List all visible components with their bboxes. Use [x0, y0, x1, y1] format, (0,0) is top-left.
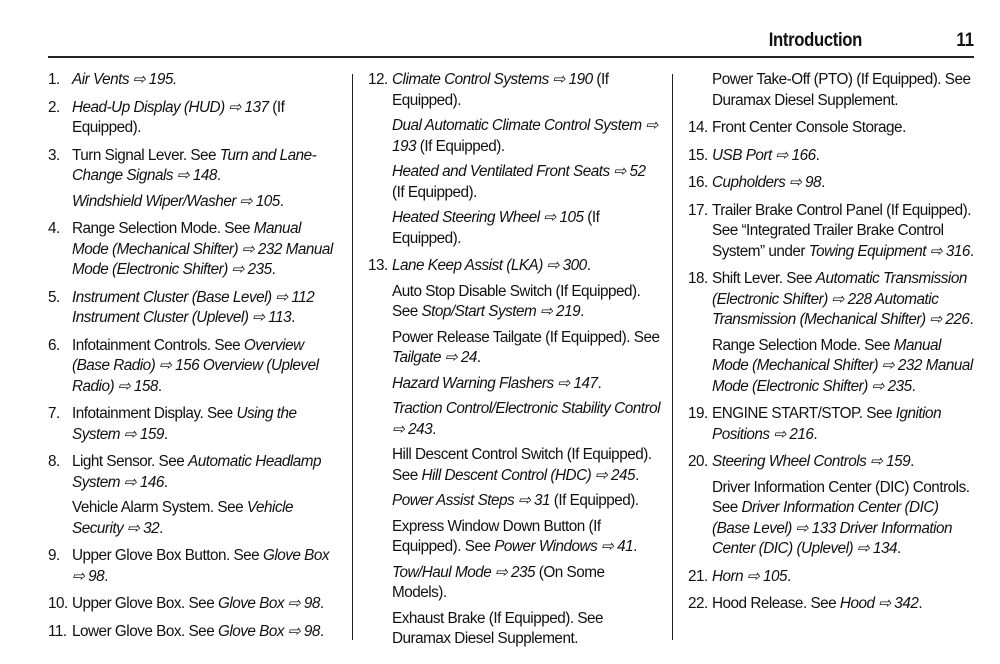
- item-text: Trailer Brake Control Panel (If Equipped). See “Integrated Trailer Brake Control System” under: [712, 201, 972, 260]
- item-number: 7.: [48, 405, 60, 422]
- item-text: Power Take-Off (PTO) (If Equipped). See Duramax Diesel Supplement.: [712, 71, 971, 109]
- item-number: 17.: [688, 201, 708, 219]
- item-link[interactable]: Hazard Warning Flashers ⇨ 147: [392, 374, 598, 392]
- sub-item: [688, 336, 978, 398]
- item-text: .: [580, 303, 584, 320]
- item-link[interactable]: Horn ⇨ 105: [712, 567, 787, 585]
- item-number: 5.: [48, 288, 60, 306]
- item-link[interactable]: Heated Steering Wheel ⇨ 105: [392, 209, 584, 226]
- item-text: Express Window Down Button (If Equipped). See: [392, 517, 601, 555]
- item-link[interactable]: Power Windows ⇨ 41: [494, 538, 634, 555]
- item-number: 19.: [688, 405, 708, 422]
- sub-item: [48, 498, 340, 539]
- item-text: .: [787, 567, 791, 585]
- list-item: [688, 269, 978, 331]
- list-item: [48, 98, 340, 139]
- sub-item: [368, 445, 660, 486]
- section-title: Introduction: [768, 30, 862, 51]
- item-link[interactable]: Manual Mode (Mechanical Shifter) ⇨ 232 Manual Mode (Electronic Shifter) ⇨ 235: [72, 220, 333, 278]
- list-item: [688, 452, 978, 473]
- list-item: [48, 336, 340, 398]
- item-text: .: [897, 540, 901, 557]
- item-link[interactable]: Towing Equipment ⇨ 316: [808, 242, 970, 260]
- item-text: .: [279, 192, 284, 210]
- item-link[interactable]: Power Assist Steps ⇨ 31: [392, 492, 551, 509]
- item-text: (If Equipped).: [416, 137, 505, 155]
- item-text: .: [291, 309, 295, 326]
- list-item: [688, 173, 978, 194]
- item-text: .: [918, 595, 923, 612]
- item-number: 15.: [688, 146, 708, 164]
- item-number: 16.: [688, 174, 708, 191]
- item-number: 11.: [48, 622, 67, 640]
- item-text: .: [163, 425, 168, 443]
- item-text: .: [597, 374, 602, 392]
- list-item: [48, 546, 340, 587]
- item-text: .: [319, 595, 324, 612]
- item-text: .: [813, 425, 818, 443]
- column-3: [688, 70, 978, 622]
- sub-item: [688, 478, 978, 560]
- item-link[interactable]: Ignition Positions ⇨ 216: [712, 405, 942, 443]
- item-number: 10.: [48, 595, 68, 612]
- sub-item: [368, 491, 660, 512]
- item-link[interactable]: Lane Keep Assist (LKA) ⇨ 300: [392, 257, 587, 274]
- item-number: 3.: [48, 146, 60, 164]
- item-number: 12.: [368, 71, 388, 88]
- item-link[interactable]: Overview (Base Radio) ⇨ 156 Overview (Uplevel Radio) ⇨ 158: [72, 336, 319, 395]
- item-number: 6.: [48, 336, 60, 354]
- sub-item: [368, 563, 660, 604]
- list-item: [688, 201, 978, 263]
- page-header: [0, 28, 974, 56]
- sub-item: [368, 116, 660, 157]
- item-text: (If Equipped).: [392, 209, 600, 247]
- item-link[interactable]: Turn and Lane-Change Signals ⇨ 148: [72, 146, 317, 184]
- sub-item: [368, 374, 660, 395]
- item-link[interactable]: Instrument Cluster (Base Level) ⇨ 112 Instrument Cluster (Uplevel) ⇨ 113: [72, 288, 315, 326]
- list-item: [688, 146, 978, 167]
- item-text: Upper Glove Box. See: [72, 595, 218, 612]
- item-text: .: [157, 377, 162, 395]
- list-item: [48, 622, 340, 643]
- list-item: [688, 594, 978, 615]
- item-text: Hill Descent Control Switch (If Equipped). See: [392, 446, 652, 484]
- item-text: Light Sensor. See: [72, 453, 189, 470]
- list-item: [48, 452, 340, 493]
- list-item: [688, 118, 978, 139]
- item-text: .: [635, 466, 639, 484]
- item-text: (If Equipped).: [392, 183, 477, 201]
- item-link[interactable]: USB Port ⇨ 166: [712, 146, 816, 164]
- item-link[interactable]: Windshield Wiper/Washer ⇨ 105: [72, 192, 280, 210]
- item-link[interactable]: Steering Wheel Controls ⇨ 159: [712, 453, 911, 470]
- item-text: .: [969, 311, 974, 328]
- item-link[interactable]: Vehicle Security ⇨ 32: [72, 499, 294, 537]
- item-link[interactable]: Air Vents ⇨ 195.: [72, 71, 177, 88]
- item-text: ENGINE START/STOP. See: [712, 405, 896, 422]
- list-item: [48, 404, 340, 445]
- item-text: (If Equipped).: [72, 98, 285, 136]
- item-number: 21.: [688, 567, 708, 585]
- item-text: .: [319, 622, 324, 640]
- item-link[interactable]: Head-Up Display (HUD) ⇨ 137: [72, 98, 269, 116]
- item-text: .: [159, 519, 163, 537]
- sub-item: [368, 609, 660, 650]
- item-text: .: [216, 167, 221, 184]
- sub-item: [368, 328, 660, 369]
- item-link[interactable]: Dual Automatic Climate Control System ⇨ 193: [392, 117, 658, 155]
- column-divider: [672, 74, 673, 640]
- item-link[interactable]: Glove Box ⇨ 98: [217, 595, 320, 612]
- item-link[interactable]: Automatic Headlamp System ⇨ 146: [72, 453, 322, 491]
- item-text: .: [432, 420, 436, 438]
- item-text: Infotainment Controls. See: [72, 336, 244, 354]
- list-item: [48, 288, 340, 329]
- item-number: 22.: [688, 595, 708, 612]
- header-rule: [48, 56, 974, 58]
- item-link[interactable]: Driver Information Center (DIC) (Base Level) ⇨ 133 Driver Information Center (DIC) (Uplevel) ⇨ 134: [712, 499, 953, 557]
- item-text: .: [969, 242, 974, 260]
- item-text: .: [815, 146, 820, 164]
- item-text: .: [633, 538, 637, 555]
- item-number: 13.: [368, 257, 388, 274]
- sub-item: [48, 192, 340, 213]
- item-text: .: [911, 377, 916, 395]
- list-item: [48, 219, 340, 281]
- list-item: [688, 567, 978, 588]
- item-text: (If Equipped).: [550, 492, 639, 509]
- list-item: [688, 404, 978, 445]
- item-link[interactable]: Tailgate ⇨ 24: [392, 349, 477, 366]
- list-item: [48, 146, 340, 187]
- item-text: Hood Release. See: [712, 595, 840, 612]
- item-number: 4.: [48, 220, 60, 237]
- sub-item: [368, 517, 660, 558]
- list-item: [368, 256, 660, 277]
- item-text: Range Selection Mode. See: [72, 220, 254, 237]
- item-number: 14.: [688, 119, 708, 136]
- list-item: [48, 70, 340, 91]
- item-text: .: [271, 261, 276, 278]
- item-number: 2.: [48, 98, 60, 116]
- item-link[interactable]: Hill Descent Control (HDC) ⇨ 245: [421, 466, 636, 484]
- column-1: [48, 70, 340, 649]
- item-text: .: [910, 453, 914, 470]
- item-link[interactable]: Glove Box ⇨ 98: [72, 547, 330, 585]
- list-item: [368, 70, 660, 111]
- item-text: Auto Stop Disable Switch (If Equipped). See: [392, 282, 641, 320]
- item-link[interactable]: Using the System ⇨ 159: [72, 405, 297, 443]
- item-text: .: [104, 567, 108, 585]
- item-text: Range Selection Mode. See: [712, 336, 894, 354]
- item-number: 18.: [688, 270, 708, 287]
- item-text: Front Center Console Storage.: [712, 119, 906, 136]
- item-number: 1.: [48, 71, 60, 88]
- item-text: (If Equipped).: [392, 71, 609, 109]
- item-text: Shift Lever. See: [712, 270, 816, 287]
- column-2: [368, 70, 660, 657]
- item-text: Lower Glove Box. See: [72, 622, 218, 640]
- item-text: Driver Information Center (DIC) Controls. See: [712, 478, 970, 516]
- item-text: Turn Signal Lever. See: [72, 146, 220, 164]
- column-divider: [352, 74, 353, 640]
- sub-item: [368, 162, 660, 203]
- item-text: .: [586, 257, 591, 274]
- item-text: Power Release Tailgate (If Equipped). See: [392, 328, 660, 346]
- item-link[interactable]: Automatic Transmission (Electronic Shifter) ⇨ 228 Automatic Transmission (Mechanical Shifter) ⇨ 226: [712, 270, 970, 328]
- sub-item: [368, 208, 660, 249]
- item-link[interactable]: Stop/Start System ⇨ 219: [421, 303, 581, 320]
- item-text: .: [163, 473, 168, 491]
- item-text: Vehicle Alarm System. See: [72, 499, 247, 516]
- item-text: Upper Glove Box Button. See: [72, 547, 263, 564]
- item-link[interactable]: Climate Control Systems ⇨ 190: [392, 71, 593, 88]
- list-item: [48, 594, 340, 615]
- item-link[interactable]: Hood ⇨ 342: [839, 595, 919, 612]
- item-link[interactable]: Traction Control/Electronic Stability Control ⇨ 243: [392, 400, 660, 438]
- item-text: (On Some Models).: [392, 563, 605, 601]
- item-link[interactable]: Tow/Haul Mode ⇨ 235: [392, 563, 536, 581]
- sub-item: [368, 399, 660, 440]
- item-link[interactable]: Manual Mode (Mechanical Shifter) ⇨ 232 Manual Mode (Electronic Shifter) ⇨ 235: [712, 336, 973, 395]
- item-text: Exhaust Brake (If Equipped). See Duramax Diesel Supplement.: [392, 609, 604, 647]
- item-text: .: [821, 174, 825, 191]
- item-text: .: [476, 349, 481, 366]
- item-link[interactable]: Heated and Ventilated Front Seats ⇨ 52: [392, 163, 646, 180]
- item-link[interactable]: Cupholders ⇨ 98: [712, 174, 822, 191]
- item-link[interactable]: Glove Box ⇨ 98: [217, 622, 320, 640]
- item-text: Infotainment Display. See: [72, 405, 237, 422]
- page-number: 11: [956, 30, 974, 51]
- item-number: 20.: [688, 453, 708, 470]
- sub-item: [368, 282, 660, 323]
- continued-text: [688, 70, 978, 111]
- item-number: 9.: [48, 547, 60, 564]
- item-number: 8.: [48, 453, 60, 470]
